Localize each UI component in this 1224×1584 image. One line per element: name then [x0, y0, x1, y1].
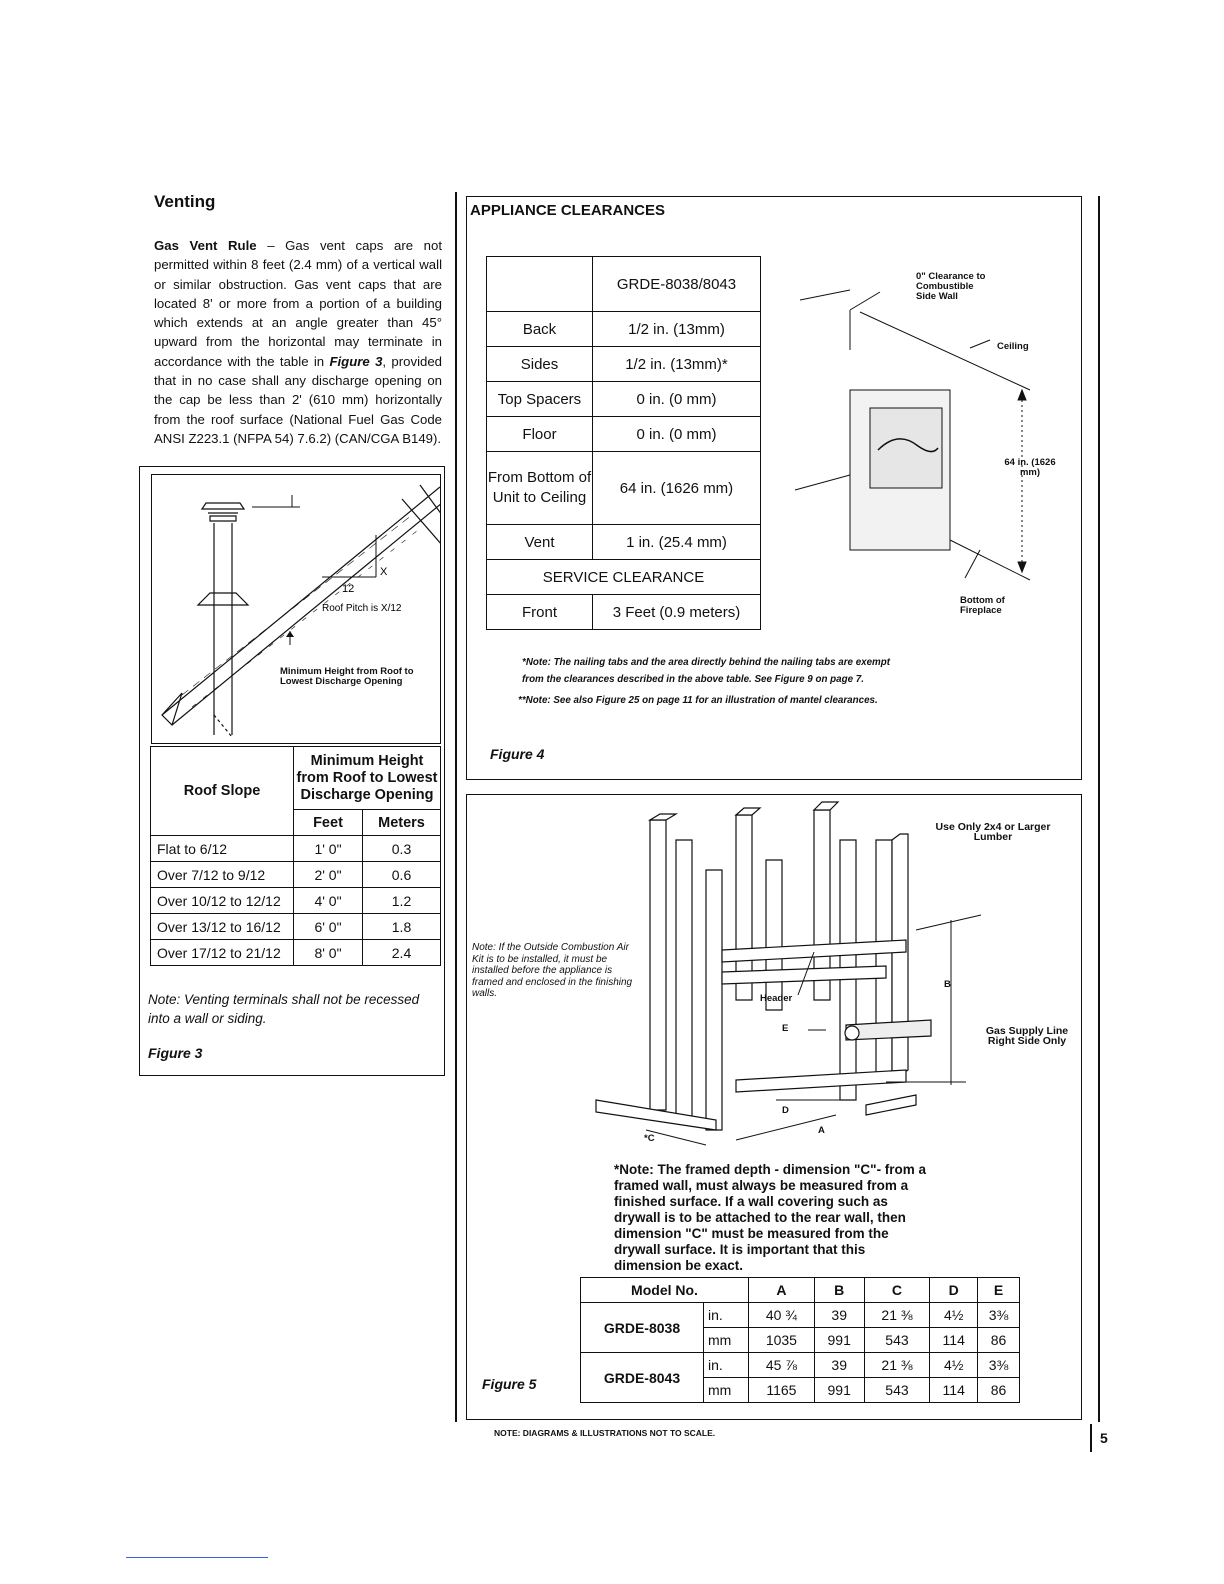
- slope-cell: Over 17/12 to 21/12: [151, 940, 294, 966]
- dim-cell: 39: [814, 1353, 864, 1378]
- figure4-note-2: **Note: See also Figure 25 on page 11 for an illustration of mantel clearances.: [518, 695, 878, 706]
- dim-cell: 4½: [930, 1353, 978, 1378]
- meters-cell: 1.8: [363, 914, 441, 940]
- pitch-label: Roof Pitch is X/12: [322, 603, 402, 614]
- twelve-label: 12: [342, 583, 355, 595]
- vent-cap-icon: [198, 503, 248, 737]
- gas-vent-rule-text-2: , provided that in no case shall any discharge opening on the cap be less than 2' (610 mm) horizontally from the roof surface (National Fuel Gas Code ANSI Z223.1 (NFPA 54) 7.6.2) (CAN/CGA B149).: [154, 353, 442, 446]
- gas-vent-rule-paragraph: [154, 236, 442, 448]
- not-to-scale-note: NOTE: DIAGRAMS & ILLUSTRATIONS NOT TO SCALE.: [494, 1428, 716, 1438]
- header-label: Header: [760, 993, 793, 1004]
- figure5-caption: Figure 5: [482, 1376, 537, 1392]
- table-row: [487, 417, 761, 452]
- column-divider: [455, 192, 457, 1422]
- unit-cell: in.: [704, 1303, 749, 1328]
- col-b-header: B: [814, 1278, 864, 1303]
- dim-cell: 86: [978, 1378, 1020, 1403]
- service-value: 3 Feet (0.9 meters): [593, 595, 761, 630]
- figure3-reference: Figure 3: [329, 353, 383, 369]
- clearance-value: 1 in. (25.4 mm): [593, 525, 761, 560]
- dim-cell: 21 ⅜: [864, 1353, 930, 1378]
- slope-cell: Over 7/12 to 9/12: [151, 862, 294, 888]
- table-row: [581, 1303, 1020, 1328]
- clearance-label: Vent: [487, 525, 593, 560]
- lumber-label: Use Only 2x4 or Larger Lumber: [935, 821, 1051, 843]
- framing-diagram: [586, 800, 986, 1150]
- figure3-diagram-box: [151, 474, 441, 744]
- blank-header-cell: [487, 257, 593, 312]
- dim-cell: 1165: [749, 1378, 815, 1403]
- a-label: A: [818, 1125, 825, 1136]
- meters-cell: 2.4: [363, 940, 441, 966]
- c-label: *C: [644, 1133, 655, 1144]
- figure3-caption: Figure 3: [148, 1045, 203, 1061]
- clearance-value: 0 in. (0 mm): [593, 417, 761, 452]
- meters-cell: 0.6: [363, 862, 441, 888]
- figure4-title: APPLIANCE CLEARANCES: [470, 202, 666, 219]
- table-row: [151, 914, 441, 940]
- dim-cell: 21 ⅜: [864, 1303, 930, 1328]
- framing-dimensions-table: [580, 1277, 1020, 1403]
- service-clearance-heading: SERVICE CLEARANCE: [487, 560, 761, 595]
- dim-cell: 991: [814, 1328, 864, 1353]
- dim-cell: 40 ¾: [749, 1303, 815, 1328]
- dim-cell: 991: [814, 1378, 864, 1403]
- table-row: [487, 382, 761, 417]
- page-number: 5: [1100, 1430, 1108, 1446]
- dim-cell: 3⅜: [978, 1353, 1020, 1378]
- fireplace-clearance-diagram: [780, 260, 1070, 620]
- dim-cell: 4½: [930, 1303, 978, 1328]
- clearance-label: Back: [487, 312, 593, 347]
- unit-cell: mm: [704, 1328, 749, 1353]
- feet-cell: 8' 0": [294, 940, 363, 966]
- clearance-value: 1/2 in. (13mm): [593, 312, 761, 347]
- dim-cell: 543: [864, 1328, 930, 1353]
- height-64in-label: 64 in. (1626 mm): [1004, 457, 1056, 478]
- clearance-value: 64 in. (1626 mm): [593, 452, 761, 525]
- bottom-link-line: [126, 1557, 268, 1558]
- col-c-header: C: [864, 1278, 930, 1303]
- dim-cell: 39: [814, 1303, 864, 1328]
- clearance-label: From Bottom of Unit to Ceiling: [487, 452, 593, 525]
- d-label: D: [782, 1105, 789, 1116]
- figure4-note-1a: *Note: The nailing tabs and the area directly behind the nailing tabs are exempt: [522, 657, 891, 668]
- slope-cell: Flat to 6/12: [151, 836, 294, 862]
- ceiling-label: Ceiling: [997, 341, 1029, 352]
- roof-slope-table: [150, 746, 441, 966]
- table-row: [487, 595, 761, 630]
- col-e-header: E: [978, 1278, 1020, 1303]
- outside-combustion-note: Note: If the Outside Combustion Air Kit is to be installed, it must be installed before the appliance is framed and enclosed in the finishing walls.: [472, 942, 633, 999]
- x-label: X: [380, 566, 388, 578]
- model-no-header: Model No.: [581, 1278, 749, 1303]
- dim-cell: 114: [930, 1328, 978, 1353]
- table-row: [151, 940, 441, 966]
- venting-heading: Venting: [154, 192, 216, 211]
- meters-cell: 0.3: [363, 836, 441, 862]
- clearance-label: Top Spacers: [487, 382, 593, 417]
- dim-cell: 114: [930, 1378, 978, 1403]
- figure4-note-1b: from the clearances described in the above table. See Figure 9 on page 7.: [522, 674, 864, 685]
- feet-cell: 1' 0": [294, 836, 363, 862]
- meters-cell: 1.2: [363, 888, 441, 914]
- feet-header: Feet: [294, 810, 363, 836]
- figure4-caption: Figure 4: [490, 746, 545, 762]
- dim-cell: 86: [978, 1328, 1020, 1353]
- b-label: B: [944, 979, 951, 990]
- table-row: [151, 862, 441, 888]
- clearance-label: Floor: [487, 417, 593, 452]
- unit-cell: in.: [704, 1353, 749, 1378]
- unit-cell: mm: [704, 1378, 749, 1403]
- page-number-line: [1090, 1424, 1092, 1452]
- slope-cell: Over 10/12 to 12/12: [151, 888, 294, 914]
- table-row: [151, 836, 441, 862]
- model-name-cell: GRDE-8038: [581, 1303, 704, 1353]
- col-d-header: D: [930, 1278, 978, 1303]
- table-row: [487, 452, 761, 525]
- dim-cell: 45 ⅞: [749, 1353, 815, 1378]
- model-header: GRDE-8038/8043: [593, 257, 761, 312]
- table-row: [151, 888, 441, 914]
- e-label: E: [782, 1023, 789, 1034]
- table-row: [487, 312, 761, 347]
- gas-supply-label: Gas Supply Line Right Side Only: [985, 1025, 1069, 1047]
- gas-vent-rule-title: Gas Vent Rule: [154, 238, 257, 253]
- table-row: [581, 1353, 1020, 1378]
- right-edge-line: [1098, 196, 1100, 1422]
- slope-cell: Over 13/12 to 16/12: [151, 914, 294, 940]
- roof-slope-header: Roof Slope: [151, 747, 294, 836]
- appliance-clearance-table: [486, 256, 761, 630]
- clearance-value: 1/2 in. (13mm)*: [593, 347, 761, 382]
- clearance-value: 0 in. (0 mm): [593, 382, 761, 417]
- figure3-note: Note: Venting terminals shall not be recessed into a wall or siding.: [148, 992, 420, 1026]
- framed-depth-note: *Note: The framed depth - dimension "C"- from a framed wall, must always be measured from a finished surface. If a wall covering such as drywall is to be attached to the rear wall, then dimension "C" must be measured from the drywall surface. It is important that this dimension be exact.: [614, 1162, 927, 1273]
- feet-cell: 4' 0": [294, 888, 363, 914]
- bottom-of-fireplace-label: Bottom of Fireplace: [960, 595, 1005, 616]
- roof-pitch-diagram: [152, 475, 441, 744]
- table-row: [487, 347, 761, 382]
- service-label: Front: [487, 595, 593, 630]
- side-wall-label: 0" Clearance to Combustible Side Wall: [916, 271, 986, 302]
- clearance-label: Sides: [487, 347, 593, 382]
- model-name-cell: GRDE-8043: [581, 1353, 704, 1403]
- dim-cell: 1035: [749, 1328, 815, 1353]
- meters-header: Meters: [363, 810, 441, 836]
- table-row: [487, 525, 761, 560]
- gas-vent-rule-text: – Gas vent caps are not permitted within 8 feet (2.4 mm) of a vertical wall or similar obstruction. Gas vent caps that are located 8' or more from a portion of a building which extends at an angle greater than 45° upward from the horizontal may terminate in accordance with the table in: [154, 238, 442, 369]
- feet-cell: 2' 0": [294, 862, 363, 888]
- col-a-header: A: [749, 1278, 815, 1303]
- min-height-header: Minimum Height from Roof to Lowest Discharge Opening: [294, 747, 441, 810]
- min-height-diagram-label: Minimum Height from Roof to Lowest Discharge Opening: [280, 666, 414, 687]
- dim-cell: 543: [864, 1378, 930, 1403]
- dim-cell: 3⅜: [978, 1303, 1020, 1328]
- feet-cell: 6' 0": [294, 914, 363, 940]
